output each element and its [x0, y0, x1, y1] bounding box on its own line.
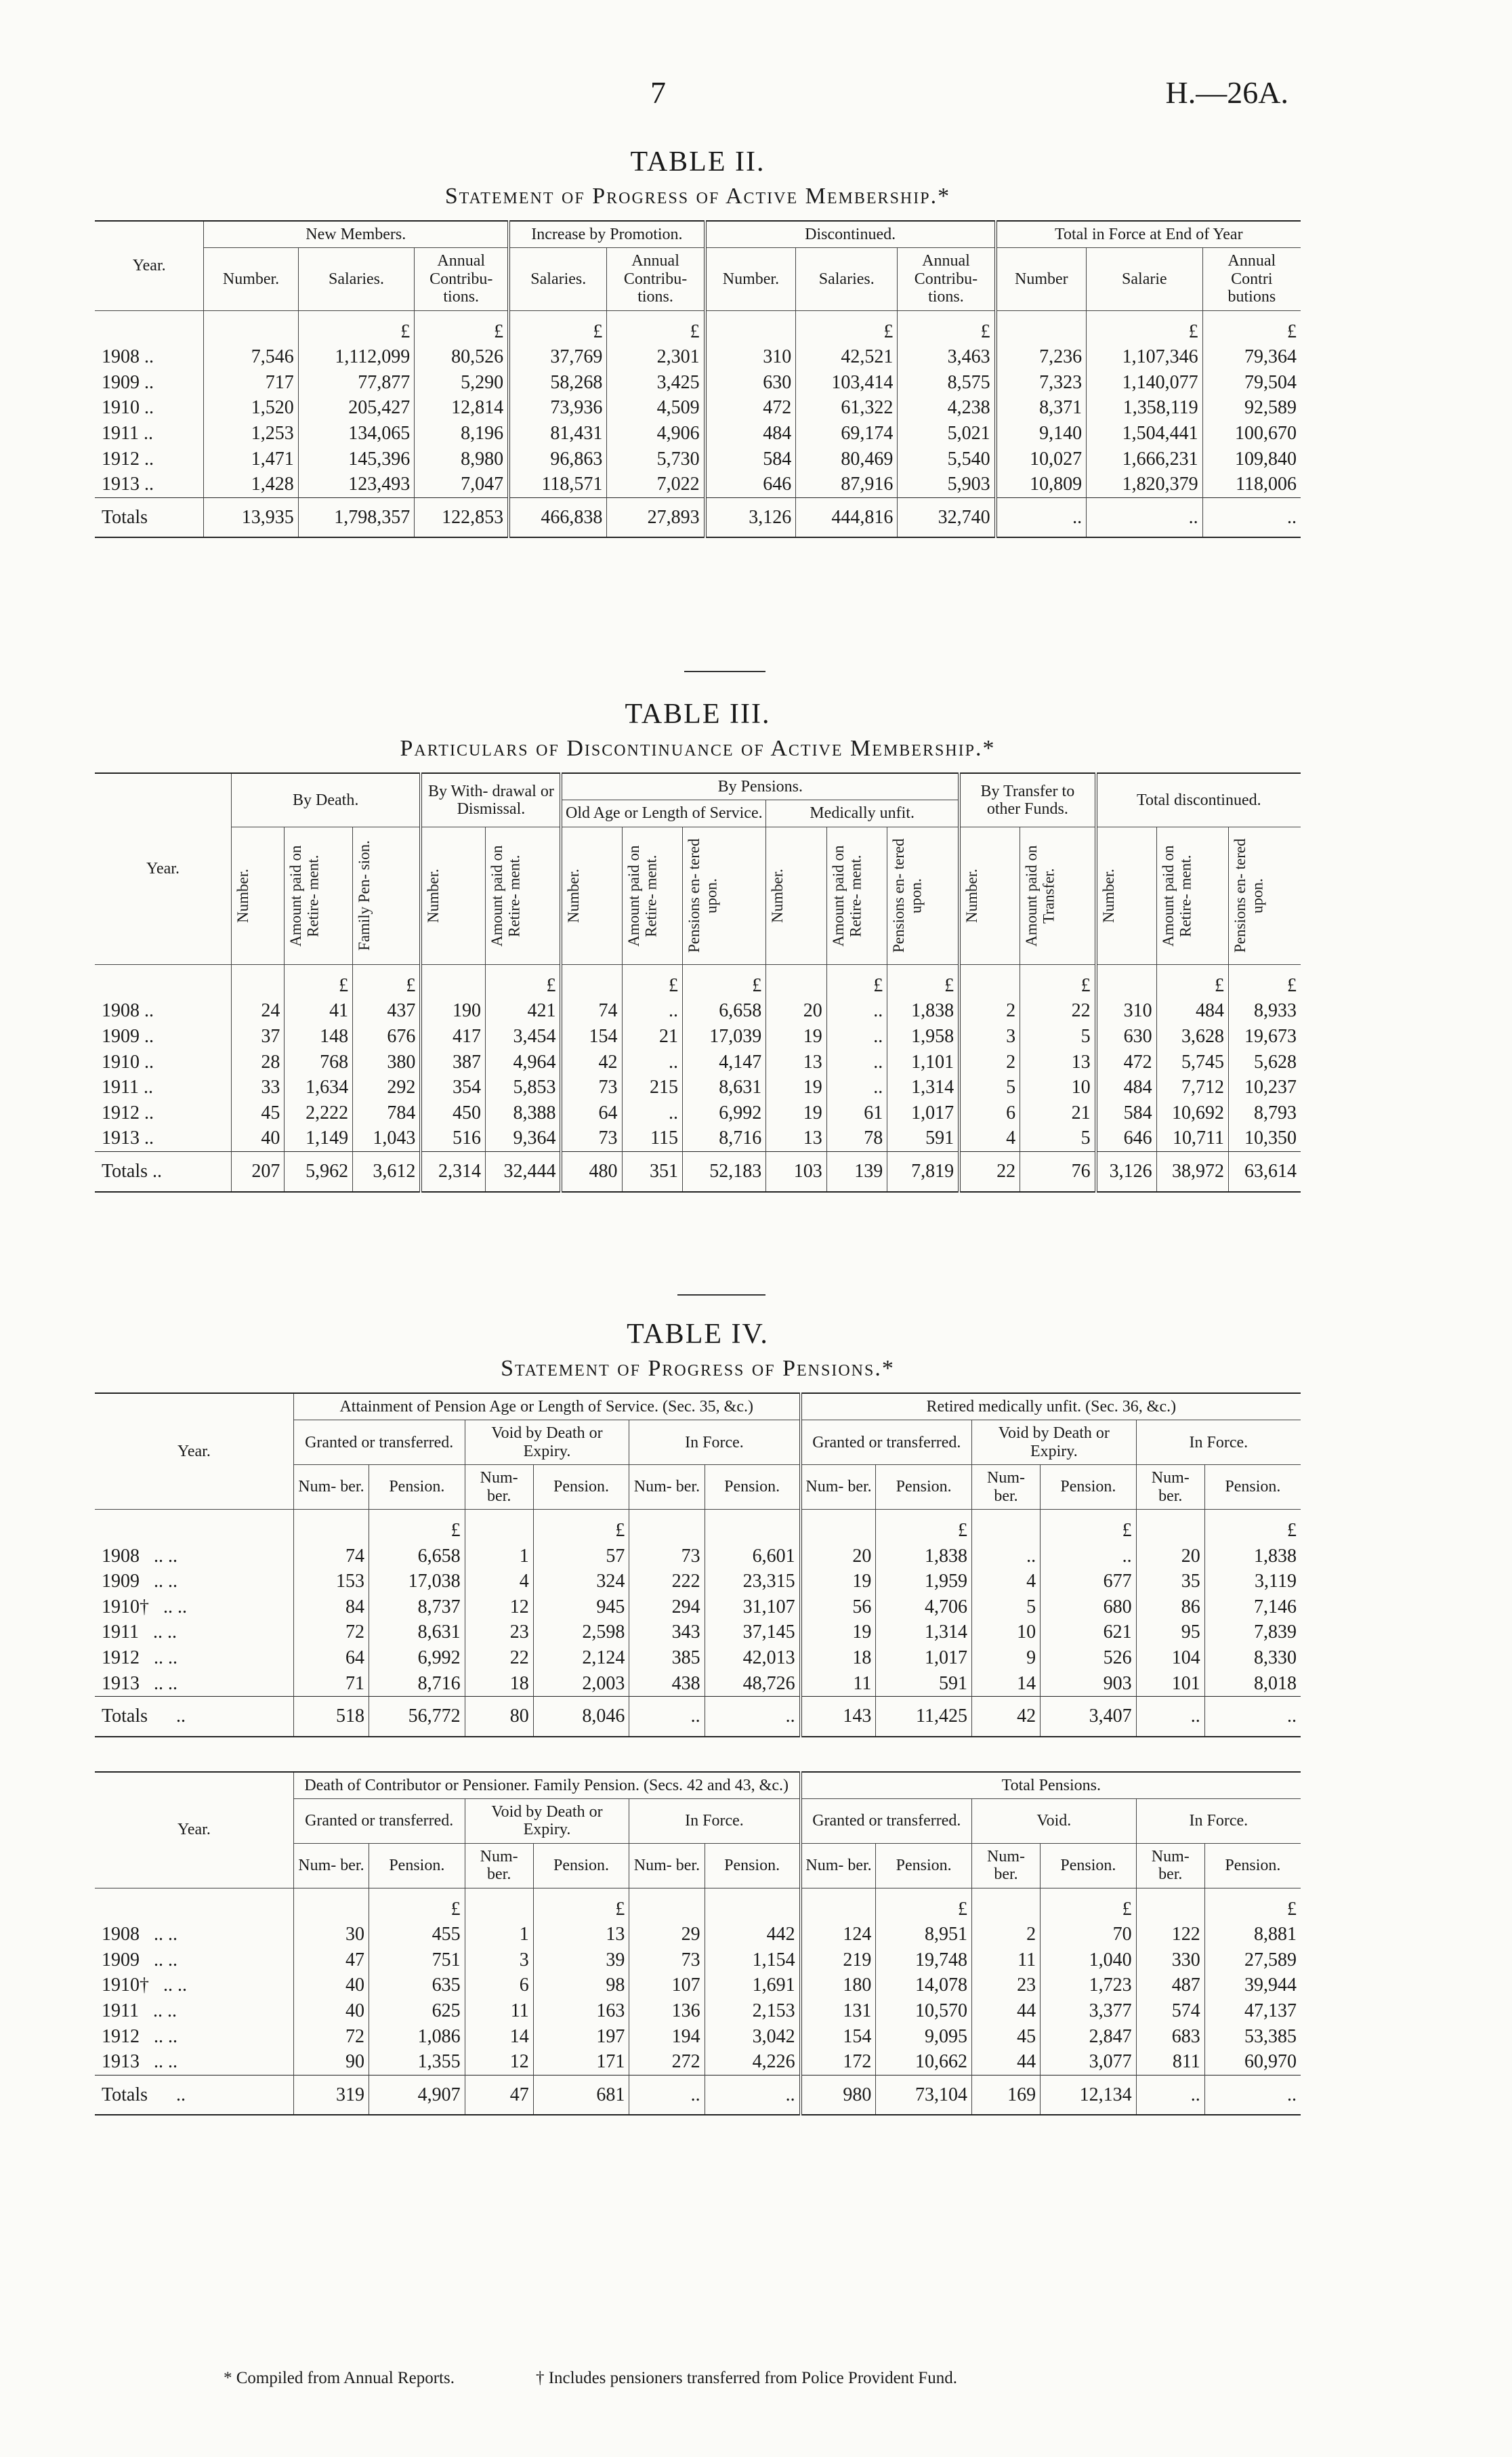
col-number: Num- ber.	[293, 1843, 369, 1888]
col-number: Number.	[963, 868, 981, 923]
totals-row: Totals .. 518 56,772 80 8,046 .. .. 143 11,425 42 3,407 .. ..	[95, 1697, 1301, 1737]
group-medically-unfit: Medically unfit.	[766, 800, 959, 827]
group-discontinued: Discontinued.	[705, 221, 996, 248]
col-amount-retirement: Amount paid on Retire- ment.	[287, 845, 322, 947]
table-row: 1908 .. .. 30 455 1 13 29 442 124 8,951 2 70 122 8,881	[95, 1922, 1301, 1947]
table-row: 1908 .. .. 74 6,658 1 57 73 6,601 20 1,838 .. .. 20 1,838	[95, 1544, 1301, 1569]
col-annual: Annual Contribu- tions.	[415, 248, 509, 310]
col-number: Num- ber.	[629, 1843, 705, 1888]
table-2-subtitle: Statement of Progress of Active Membership.*	[444, 184, 951, 209]
col-pension: Pension.	[1204, 1465, 1301, 1510]
totals-row: Totals 13,935 1,798,357 122,853 466,838 27,893 3,126 444,816 32,740 .. .. ..	[95, 497, 1301, 537]
col-amount-retirement: Amount paid on Retire- ment.	[625, 845, 659, 947]
col-number: Number.	[234, 868, 251, 923]
table-row: 1911 .. 1,253 134,065 8,196 81,431 4,906 484 69,174 5,021 9,140 1,504,441 100,670	[95, 421, 1301, 447]
col-number: Num- ber.	[465, 1465, 533, 1510]
table-4-section	[95, 1318, 1301, 2115]
table-3-subtitle: Particulars of Discontinuance of Active Membership.*	[400, 736, 996, 761]
col-salaries: Salaries.	[298, 248, 415, 310]
col-in-force: In Force.	[629, 1420, 801, 1465]
table-4-subtitle: Statement of Progress of Pensions.*	[501, 1356, 895, 1381]
table-2	[95, 220, 1301, 538]
unit-row: £ £ £ £ £	[95, 1888, 1301, 1922]
col-granted: Granted or transferred.	[293, 1420, 465, 1465]
col-number: Num- ber.	[801, 1843, 876, 1888]
col-pension: Pension.	[1041, 1465, 1137, 1510]
totals-row: Totals .. 319 4,907 47 681 .. .. 980 73,104 169 12,134 .. ..	[95, 2075, 1301, 2115]
unit-row: £ £ £ £ £ £ £ £ £ £	[95, 964, 1301, 998]
table-row: 1908 .. 7,546 1,112,099 80,526 37,769 2,301 310 42,521 3,463 7,236 1,107,346 79,364	[95, 344, 1301, 370]
group-new-members: New Members.	[204, 221, 509, 248]
unit-row: £ £ £ £ £ £ £ £	[95, 310, 1301, 344]
col-in-force: In Force.	[1136, 1799, 1301, 1844]
col-annual: Annual Contribu- tions.	[607, 248, 705, 310]
col-void: Void by Death or Expiry.	[971, 1420, 1136, 1465]
col-salaries: Salarie	[1087, 248, 1203, 310]
totals-row: Totals .. 207 5,962 3,612 2,314 32,444 480 351 52,183 103 139 7,819 22 76 3,126 38,972 63,614	[95, 1151, 1301, 1191]
group-total-in-force: Total in Force at End of Year	[996, 221, 1301, 248]
col-amount-transfer: Amount paid on Transfer.	[1023, 845, 1057, 947]
col-void: Void by Death or Expiry.	[465, 1799, 629, 1844]
col-pensions-entered: Pensions en- tered upon.	[686, 838, 720, 953]
col-pension: Pension.	[533, 1843, 629, 1888]
col-pension: Pension.	[533, 1465, 629, 1510]
col-year: Year.	[95, 1393, 293, 1509]
col-number: Num- ber.	[971, 1843, 1040, 1888]
table-row: 1908 .. 24 41 437 190 421 74 .. 6,658 20 .. 1,838 2 22 310 484 8,933	[95, 998, 1301, 1024]
col-amount-retirement: Amount paid on Retire- ment.	[829, 845, 864, 947]
table-2-title: TABLE II.	[630, 146, 765, 178]
unit-row: £ £ £ £ £	[95, 1509, 1301, 1543]
table-3	[95, 772, 1301, 1193]
table-row: 1910 .. 28 768 380 387 4,964 42 .. 4,147 13 .. 1,101 2 13 472 5,745 5,628	[95, 1050, 1301, 1075]
col-pension: Pension.	[705, 1465, 801, 1510]
col-pension: Pension.	[369, 1465, 465, 1510]
table-row: 1909 .. .. 153 17,038 4 324 222 23,315 19 1,959 4 677 35 3,119	[95, 1569, 1301, 1594]
col-void: Void.	[971, 1799, 1136, 1844]
table-row: 1911 .. .. 72 8,631 23 2,598 343 37,145 19 1,314 10 621 95 7,839	[95, 1619, 1301, 1645]
table-row: 1910† .. .. 84 8,737 12 945 294 31,107 56 4,706 5 680 86 7,146	[95, 1594, 1301, 1620]
col-number: Num- ber.	[801, 1465, 876, 1510]
group-medically-unfit: Retired medically unfit. (Sec. 36, &c.)	[801, 1393, 1301, 1420]
page-header	[0, 75, 1512, 115]
table-row: 1913 .. 40 1,149 1,043 516 9,364 73 115 8,716 13 78 591 4 5 646 10,711 10,350	[95, 1126, 1301, 1151]
table-row: 1913 .. .. 90 1,355 12 171 272 4,226 172 10,662 44 3,077 811 60,970	[95, 2049, 1301, 2075]
col-salaries: Salaries.	[509, 248, 607, 310]
col-pension: Pension.	[876, 1465, 972, 1510]
col-number: Num- ber.	[1136, 1843, 1204, 1888]
col-number: Number.	[425, 868, 442, 923]
table-row: 1909 .. 37 148 676 417 3,454 154 21 17,039 19 .. 1,958 3 5 630 3,628 19,673	[95, 1024, 1301, 1050]
table-2-section	[95, 146, 1301, 538]
table-row: 1912 .. .. 72 1,086 14 197 194 3,042 154 9,095 45 2,847 683 53,385	[95, 2024, 1301, 2050]
document-reference: H.—26A.	[1165, 75, 1288, 110]
col-amount-retirement: Amount paid on Retire- ment.	[1159, 845, 1194, 947]
col-number: Number.	[204, 248, 298, 310]
divider	[677, 1294, 765, 1296]
col-pension: Pension.	[705, 1843, 801, 1888]
col-granted: Granted or transferred.	[801, 1420, 972, 1465]
table-row: 1910 .. 1,520 205,427 12,814 73,936 4,509 472 61,322 4,238 8,371 1,358,119 92,589	[95, 395, 1301, 421]
col-number: Num- ber.	[1136, 1465, 1204, 1510]
col-void: Void by Death or Expiry.	[465, 1420, 629, 1465]
col-annual: Annual Contribu- tions.	[898, 248, 996, 310]
page-number: 7	[650, 75, 666, 110]
col-pension: Pension.	[876, 1843, 972, 1888]
col-granted: Granted or transferred.	[293, 1799, 465, 1844]
col-year: Year.	[95, 221, 204, 310]
col-year: Year.	[95, 1772, 293, 1888]
col-number: Number.	[565, 868, 583, 923]
group-old-age: Old Age or Length of Service.	[561, 800, 765, 827]
col-number: Number.	[705, 248, 796, 310]
col-number: Number.	[1099, 868, 1117, 923]
table-3-title: TABLE III.	[625, 699, 771, 730]
table-3-section	[95, 698, 1301, 1193]
group-total-discontinued: Total discontinued.	[1096, 773, 1301, 827]
col-number: Num- ber.	[293, 1465, 369, 1510]
col-in-force: In Force.	[1136, 1420, 1301, 1465]
col-number: Number.	[769, 868, 786, 923]
group-promotion: Increase by Promotion.	[509, 221, 705, 248]
col-year: Year.	[95, 773, 232, 964]
group-by-pensions: By Pensions.	[561, 773, 959, 800]
col-number: Number	[996, 248, 1087, 310]
table-row: 1913 .. 1,428 123,493 7,047 118,571 7,022 646 87,916 5,903 10,809 1,820,379 118,006	[95, 472, 1301, 497]
table-row: 1909 .. .. 47 751 3 39 73 1,154 219 19,748 11 1,040 330 27,589	[95, 1947, 1301, 1973]
table-row: 1909 .. 717 77,877 5,290 58,268 3,425 630 103,414 8,575 7,323 1,140,077 79,504	[95, 370, 1301, 396]
table-row: 1911 .. 33 1,634 292 354 5,853 73 215 8,631 19 .. 1,314 5 10 484 7,712 10,237	[95, 1075, 1301, 1100]
table-row: 1911 .. .. 40 625 11 163 136 2,153 131 10,570 44 3,377 574 47,137	[95, 1998, 1301, 2024]
col-annual: Annual Contri butions	[1202, 248, 1301, 310]
table-row: 1912 .. .. 64 6,992 22 2,124 385 42,013 18 1,017 9 526 104 8,330	[95, 1645, 1301, 1671]
footnote-compiled: * Compiled from Annual Reports.	[224, 2369, 455, 2387]
col-number: Num- ber.	[465, 1843, 533, 1888]
group-attainment: Attainment of Pension Age or Length of Service. (Sec. 35, &c.)	[293, 1393, 800, 1420]
table-row: 1910† .. .. 40 635 6 98 107 1,691 180 14,078 23 1,723 487 39,944	[95, 1973, 1301, 1998]
col-amount-retirement: Amount paid on Retire- ment.	[488, 845, 523, 947]
group-by-transfer: By Transfer to other Funds.	[959, 773, 1095, 827]
group-by-withdrawal: By With- drawal or Dismissal.	[421, 773, 561, 827]
footnote-transferred: † Includes pensioners transferred from Police Provident Fund.	[535, 2369, 958, 2387]
col-granted: Granted or transferred.	[801, 1799, 972, 1844]
group-total-pensions: Total Pensions.	[801, 1772, 1301, 1799]
group-death-family: Death of Contributor or Pensioner. Family Pension. (Secs. 42 and 43, &c.)	[293, 1772, 800, 1799]
col-pension: Pension.	[369, 1843, 465, 1888]
table-4-title: TABLE IV.	[627, 1319, 769, 1350]
table-4a	[95, 1392, 1301, 1737]
col-number: Num- ber.	[629, 1465, 705, 1510]
group-by-death: By Death.	[232, 773, 421, 827]
col-pension: Pension.	[1041, 1843, 1137, 1888]
col-pensions-entered: Pensions en- tered upon.	[890, 838, 925, 953]
col-pensions-entered: Pensions en- tered upon.	[1232, 838, 1266, 953]
col-salaries: Salaries.	[796, 248, 898, 310]
table-row: 1913 .. .. 71 8,716 18 2,003 438 48,726 11 591 14 903 101 8,018	[95, 1671, 1301, 1697]
table-4b	[95, 1771, 1301, 2116]
col-number: Num- ber.	[971, 1465, 1040, 1510]
divider	[684, 671, 765, 672]
table-row: 1912 .. 45 2,222 784 450 8,388 64 .. 6,992 19 61 1,017 6 21 584 10,692 8,793	[95, 1100, 1301, 1126]
footnotes	[224, 2369, 1307, 2388]
col-family-pension: Family Pen- sion.	[356, 840, 373, 951]
col-pension: Pension.	[1204, 1843, 1301, 1888]
table-row: 1912 .. 1,471 145,396 8,980 96,863 5,730 584 80,469 5,540 10,027 1,666,231 109,840	[95, 447, 1301, 472]
col-in-force: In Force.	[629, 1799, 801, 1844]
